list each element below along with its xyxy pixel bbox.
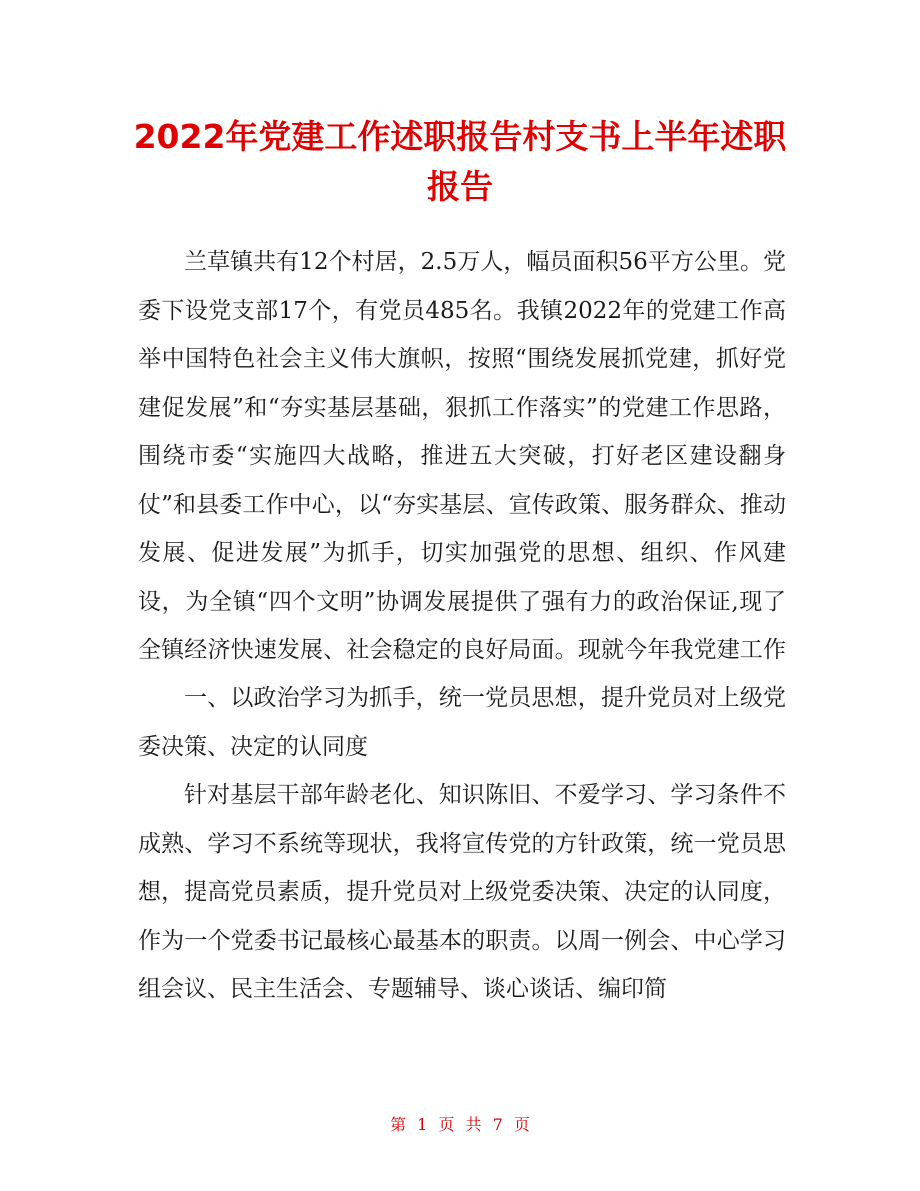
page-number-footer: 第 1 页 共 7 页	[390, 1115, 530, 1134]
section-heading-1: 一、以政治学习为抓手，统一党员思想，提升党员对上级党委决策、决定的认同度	[138, 685, 786, 760]
document-title: 2022年党建工作述职报告村支书上半年述职报告	[133, 117, 787, 206]
paragraph-intro: 兰草镇共有12个村居，2.5万人，幅员面积56平方公里。党委下设党支部17个，有党员485名。我镇2022年的党建工作高举中国特色社会主义伟大旗帜，按照“围绕发展抓党建，抓好党建促发展”和“夯实基层基础，狠抓工作落实”的党建工作思路，围绕市委“实施四大战略，推进五大突破，打好老区建设翻身仗”和县委工作中心，以“夯实基层、宣传政策、服务群众、推动发展、促进发展”为抓手，切实加强党的思想、组织、作风建设，为全镇“四个文明”协调发展提供了强有力的政治保证,现了全镇经济快速发展、社会稳定的良好局面。现就今年我党建工作	[138, 249, 786, 663]
paragraph-section-1: 针对基层干部年龄老化、知识陈旧、不爱学习、学习条件不成熟、学习不系统等现状，我将宣传党的方针政策，统一党员思想，提高党员素质，提升党员对上级党委决策、决定的认同度，作为一个党委书记最核心最基本的职责。以周一例会、中心学习组会议、民主生活会、专题辅导、谈心谈话、编印简	[138, 782, 786, 1002]
document-body	[138, 238, 786, 1013]
